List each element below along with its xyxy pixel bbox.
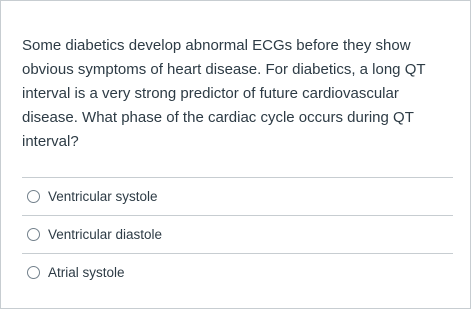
answer-list (22, 177, 453, 291)
radio-button[interactable] (27, 190, 40, 203)
radio-button[interactable] (27, 266, 40, 279)
answer-option-atrial-systole[interactable] (22, 253, 453, 291)
answer-label: Atrial systole (48, 265, 125, 280)
answer-option-ventricular-diastole[interactable] (22, 215, 453, 253)
question-text: Some diabetics develop abnormal ECGs before they show obvious symptoms of heart disease. For diabetics, a long QT interval is a very strong predictor of future cardiovascular disease. What phase of the cardiac cycle occurs during QT interval? (22, 37, 426, 150)
answer-label: Ventricular diastole (48, 227, 163, 242)
answer-label: Ventricular systole (48, 189, 158, 204)
answer-option-ventricular-systole[interactable] (22, 177, 453, 215)
radio-button[interactable] (27, 228, 40, 241)
